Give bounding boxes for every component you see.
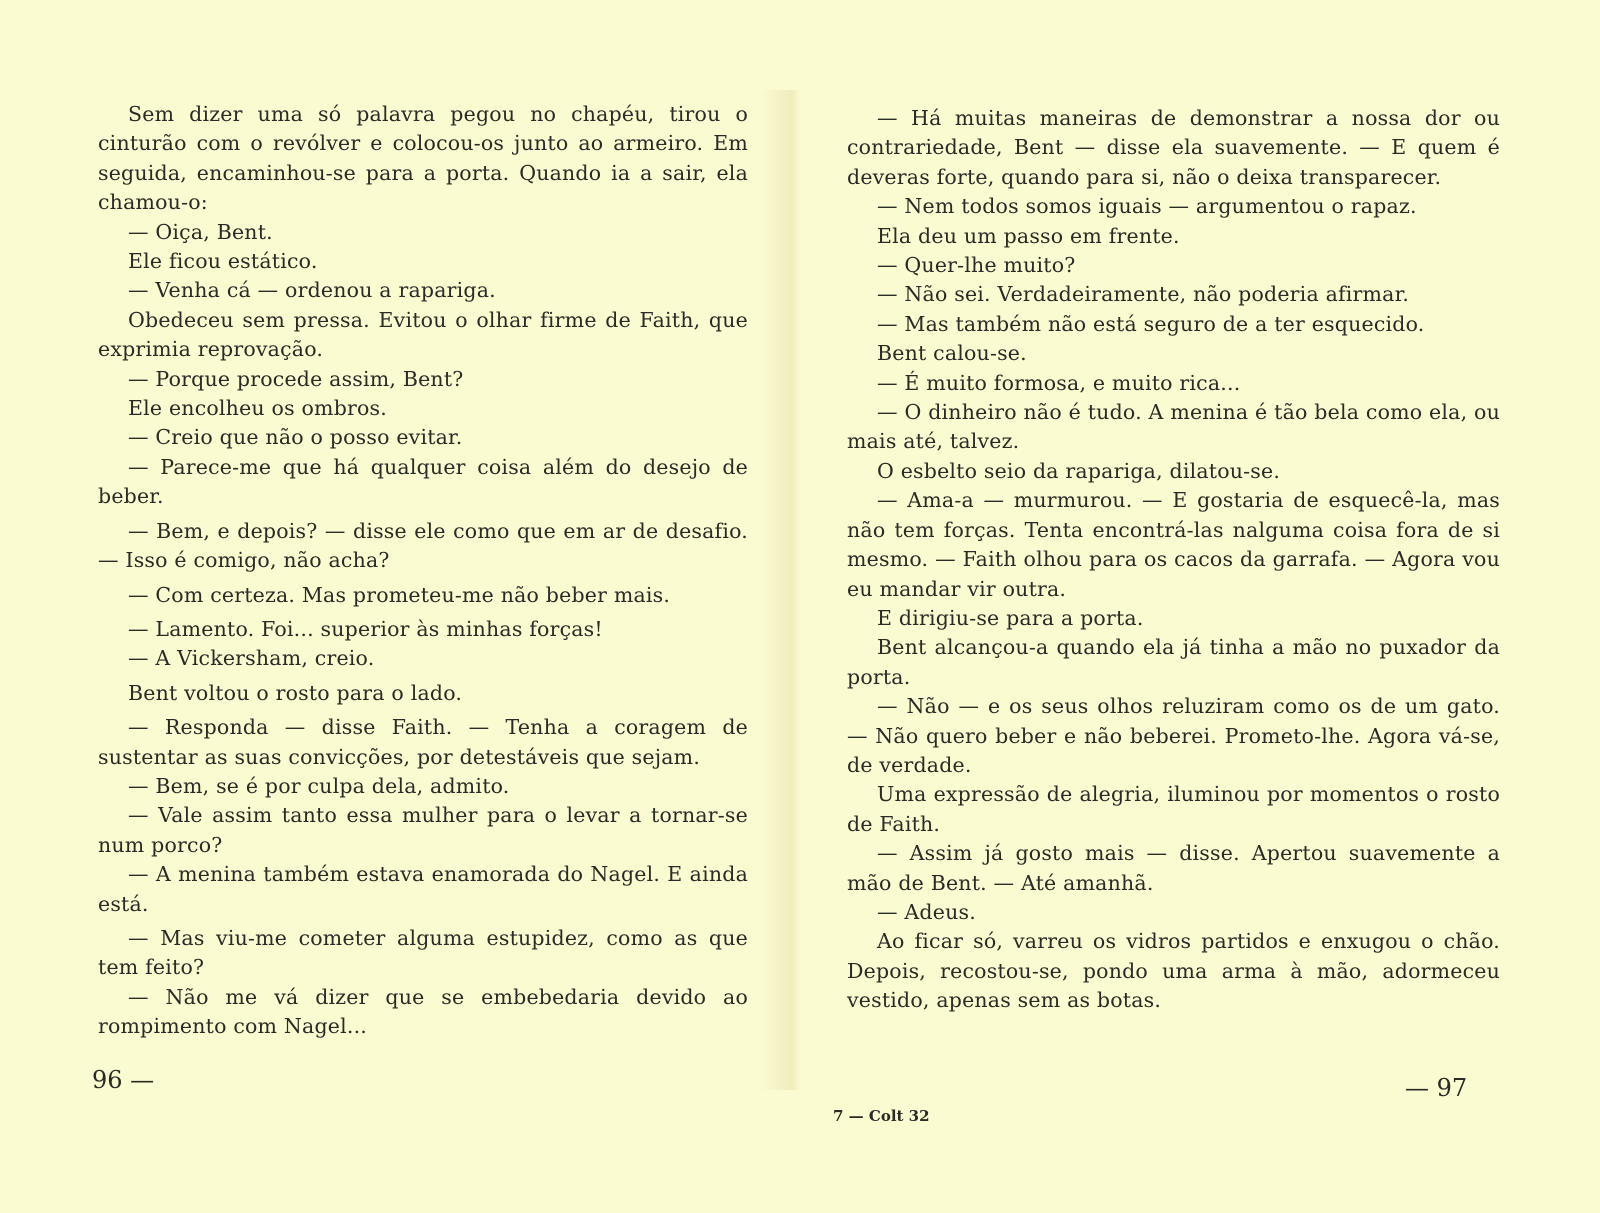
paragraph: — O dinheiro não é tudo. A menina é tão bela como ela, ou mais até, talvez. — [847, 400, 1500, 454]
paragraph: — Não — e os seus olhos reluziram como os de um gato. — Não quero beber e não beberei. Prometo-lhe. Agora vá-se, de verdade. — [847, 694, 1500, 777]
paragraph: — Vale assim tanto essa mulher para o levar a tornar-se num porco? — [98, 803, 748, 857]
paragraph: — Bem, se é por culpa dela, admito. — [128, 773, 510, 798]
paragraph: — A menina também estava enamorada do Nagel. E ainda está. — [98, 862, 748, 916]
right-page — [800, 0, 1600, 1213]
paragraph: — Com certeza. Mas prometeu-me não beber mais. — [128, 582, 671, 607]
paragraph: Ela deu um passo em frente. — [877, 223, 1180, 248]
paragraph: — Bem, e depois? — disse ele como que em ar de desafio. — Isso é comigo, não acha? — [98, 518, 748, 573]
paragraph: — Porque procede assim, Bent? — [128, 366, 464, 391]
paragraph: — A Vickersham, creio. — [128, 646, 375, 671]
left-page-text — [98, 100, 748, 1042]
paragraph: Ao ficar só, varreu os vidros partidos e enxugou o chão. Depois, recostou-se, pondo uma arma à mão, adormeceu vestido, apenas sem as botas. — [847, 929, 1500, 1013]
page-number: — 97 — [1405, 1074, 1468, 1102]
paragraph: — Adeus. — [877, 899, 976, 924]
paragraph: — Lamento. Foi... superior às minhas forças! — [128, 616, 603, 641]
paragraph: Ele encolheu os ombros. — [128, 396, 387, 421]
paragraph: Bent voltou o rosto para o lado. — [128, 680, 463, 705]
paragraph: Bent calou-se. — [877, 341, 1027, 366]
printer-signature: 7 — Colt 32 — [833, 1107, 930, 1125]
paragraph: — Não sei. Verdadeiramente, não poderia afirmar. — [877, 282, 1410, 307]
paragraph: — Quer-lhe muito? — [877, 253, 1076, 278]
right-page-text — [847, 104, 1500, 1016]
paragraph: Ele ficou estático. — [128, 249, 318, 274]
paragraph: — Assim já gosto mais — disse. Apertou suavemente a mão de Bent. — Até amanhã. — [847, 841, 1500, 895]
paragraph: Uma expressão de alegria, iluminou por momentos o rosto de Faith. — [847, 782, 1500, 836]
paragraph: — Não me vá dizer que se embebedaria devido ao rompimento com Nagel... — [98, 984, 748, 1039]
page-number: 96 — — [92, 1066, 155, 1094]
paragraph: — Nem todos somos iguais — argumentou o rapaz. — [877, 194, 1417, 219]
paragraph: — Parece-me que há qualquer coisa além do desejo de beber. — [98, 454, 748, 509]
paragraph: — Mas também não está seguro de a ter esquecido. — [877, 311, 1425, 336]
paragraph: — Ama-a — murmurou. — E gostaria de esquecê-la, mas não tem forças. Tenta encontrá-las nalguma coisa fora de si mesmo. — Faith olhou para os cacos da garrafa. — Agora vou eu mandar vir outra. — [847, 488, 1500, 601]
paragraph: — Responda — disse Faith. — Tenha a coragem de sustentar as suas convicções, por detestáveis que sejam. — [98, 715, 748, 769]
paragraph: Obedeceu sem pressa. Evitou o olhar firme de Faith, que exprimia reprovação. — [98, 307, 748, 362]
paragraph: — Venha cá — ordenou a rapariga. — [128, 278, 496, 303]
paragraph: Bent alcançou-a quando ela já tinha a mão no puxador da porta. — [847, 635, 1500, 689]
paragraph: — É muito formosa, e muito rica... — [877, 370, 1241, 395]
paragraph: — Oiça, Bent. — [128, 219, 273, 244]
paragraph: E dirigiu-se para a porta. — [877, 605, 1144, 630]
paragraph: O esbelto seio da rapariga, dilatou-se. — [877, 458, 1281, 483]
paragraph: Sem dizer uma só palavra pegou no chapéu, tirou o cinturão com o revólver e colocou-os junto ao armeiro. Em seguida, encaminhou-se para a porta. Quando ia a sair, ela chamou-o: — [98, 102, 748, 215]
paragraph: — Mas viu-me cometer alguma estupidez, como as que tem feito? — [98, 925, 748, 980]
paragraph: — Há muitas maneiras de demonstrar a nossa dor ou contrariedade, Bent — disse ela suavemente. — E quem é deveras forte, quando para si, não o deixa transparecer. — [847, 106, 1500, 189]
paragraph: — Creio que não o posso evitar. — [128, 425, 463, 450]
